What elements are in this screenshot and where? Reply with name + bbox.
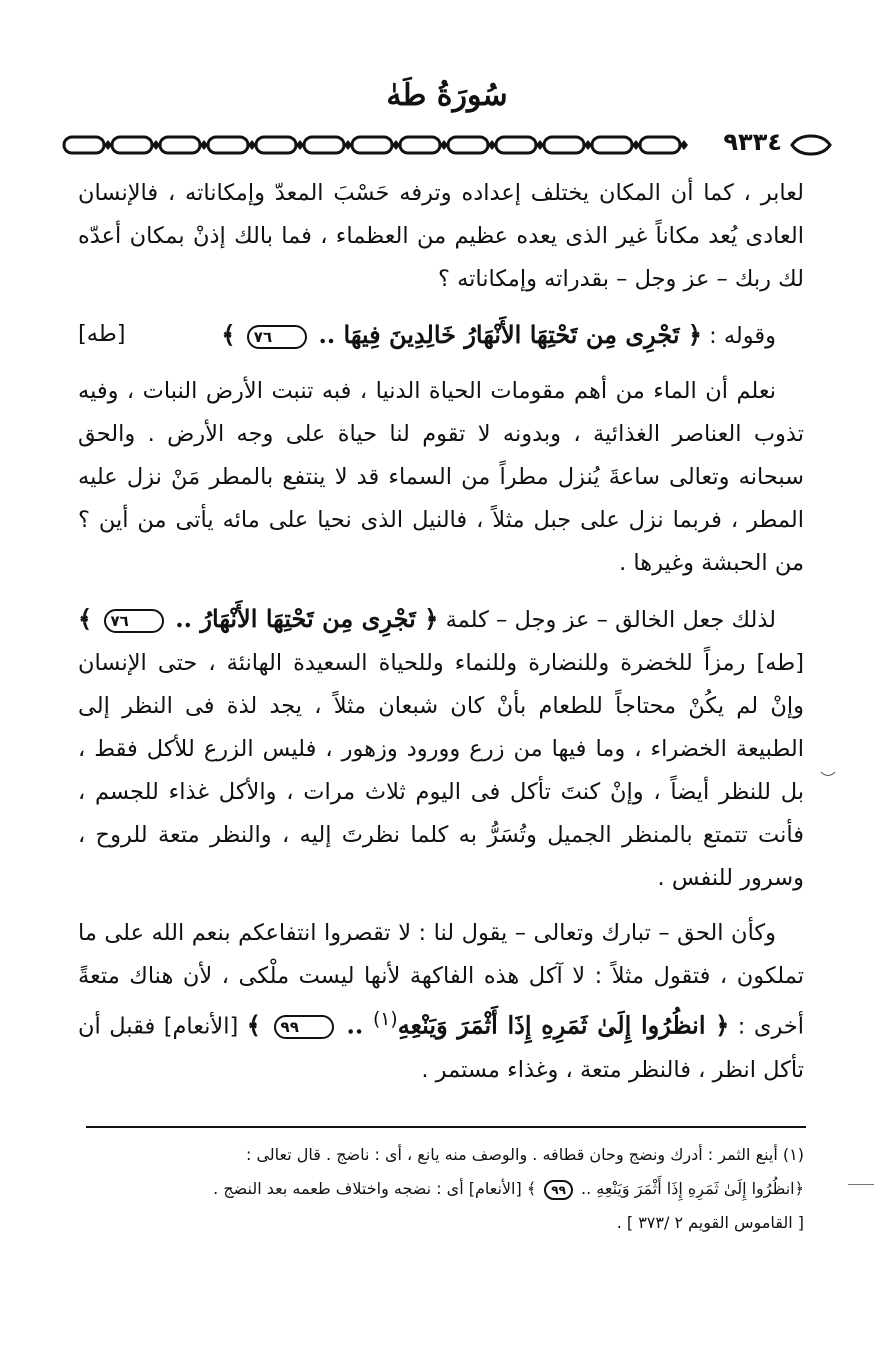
footnotes [86,1138,804,1240]
decorative-border-ornament [62,132,712,158]
paragraph-3: نعلم أن الماء من أهم مقومات الحياة الدنيا ، فبه تنبت الأرض النبات ، وفيه تذوب العناصر الغذائية ، وبدونه لا تقوم لنا حياة على وجه الأرض . والحق سبحانه وتعالى ساعةَ يُنزل مطراً من السماء قد لا ينتفع بالمطر مَنْ نزل عليه المطر ، فربما نزل على جبل مثلاً ، فالنيل الذى نحيا على مائه يأتى من أين ؟ من الحبشة وغيرها . [78,378,804,576]
paragraph-4 [78,597,804,900]
verse-close-bracket: ﴾ [78,604,101,633]
surah-reference: [طه] [78,321,126,347]
ayah-number-badge: ٩٩ [544,1180,573,1200]
quran-verse-1: ﴿ تَجْرِى مِن تَحْتِهَا الأَنْهَارُ خَالِدِينَ فِيهَا .. [310,320,702,349]
page-number: ٩٣٣٤ [723,128,782,156]
margin-pen-mark-icon [820,770,836,778]
paragraph-5-lead: وكأن الحق – تبارك وتعالى – يقول لنا : لا تقصروا انتفاعكم بنعم الله على ما تملكون ، فتقول مثلاً : لا آكل هذه الفاكهة لأنها ليست ملْكى ، لأن هناك متعةً أخرى : [78,920,805,1040]
paragraph-5 [78,912,804,1092]
ornament-link [256,137,296,153]
footnote-verse: ﴿انظُرُوا إِلَىٰ ثَمَرِهِ إِذَا أَثْمَرَ وَيَنْعِهِ .. [575,1179,804,1198]
footnote-1-line-1: (١) أينع الثمر : أدرك ونضج وحان قطافه . والوصف منه يانع ، أى : ناضج . قال تعالى : [245,1145,804,1164]
surah-title: سُورَةُ طَهٰ [386,78,508,113]
main-text [78,172,804,1092]
ornament-end-cap-icon [788,134,834,156]
paragraph-5-body: [الأنعام] فقبل أن تأكل انظر ، فالنظر متعة ، وغذاء مستمر . [78,1013,804,1083]
paragraph-4-lead: لذلك جعل الخالق – عز وجل – كلمة [445,607,777,633]
verse-close-bracket: ﴾ [221,320,244,349]
ornament-link [400,137,440,153]
ornament-link [112,137,152,153]
paragraph-2-lead: وقوله : [709,323,776,349]
ornament-link [160,137,200,153]
ornament-link [304,137,344,153]
ayah-number-badge: ٧٦ [247,325,307,349]
quran-verse-2: ﴿ تَجْرِى مِن تَحْتِهَا الأَنْهَارُ .. [166,604,439,633]
paragraph-1: لعابر ، كما أن المكان يختلف إعداده وترفه حَسْبَ المعدّ وإمكاناته ، فالإنسان العادى يُعد مكاناً غير الذى يعده عظيم من العظماء ، فما بالك إذنْ بمكان أعدّه لك ربك – عز وجل – بقدراته وإمكاناته ؟ [78,180,804,292]
ornament-link [544,137,584,153]
quran-verse-3: ﴿ انظُرُوا إِلَىٰ ثَمَرِهِ إِذَا أَثْمَرَ وَيَنْعِهِ [397,1010,730,1040]
ornament-link [208,137,248,153]
footnote-1-source: [ القاموس القويم ٢ /٣٧٣ ] . [616,1213,804,1232]
page-header-ornament-row [62,128,834,162]
ayah-number-badge: ٩٩ [274,1015,334,1039]
ornament-link [64,137,104,153]
paragraph-2 [78,313,804,358]
footnote-reference: (١) [372,1009,398,1030]
ayah-number-badge: ٧٦ [104,609,164,633]
paragraph-4-body: [طه] رمزاً للخضرة وللنضارة وللنماء وللحياة السعيدة الهانئة ، حتى الإنسان وإنْ لم يكُنْ محتاجاً للطعام بأنْ كان شبعان مثلاً ، يجد لذة فى النظر إلى الطبيعة الخضراء ، وما فيها من زرع وورود وزهور ، فليس الزرع للأكل فقط ، بل للنظر أيضاً ، وإنْ كنتَ تأكل فى اليوم ثلاث مرات ، والأكل غذاء للجسم ، فأنت تتمتع بالمنظر الجميل وتُسَرُّ به كلما نظرتَ إليه ، والنظر متعة للروح ، وسرور للنفس . [78,650,804,891]
margin-dash [848,1184,874,1185]
ornament-link [448,137,488,153]
verse-close-bracket: ﴾ [246,1010,271,1040]
ornament-link [352,137,392,153]
ornament-diamond [680,140,688,150]
ornament-link [640,137,680,153]
ornament-link [592,137,632,153]
footnote-1-line-2 [86,1172,804,1206]
ornament-link [496,137,536,153]
footnote-explanation: ﴾ [الأنعام] أى : نضجه واختلاف طعمه بعد النضج . [213,1179,542,1198]
verse-ellipsis: .. [336,1010,373,1040]
footnote-divider [86,1126,806,1128]
